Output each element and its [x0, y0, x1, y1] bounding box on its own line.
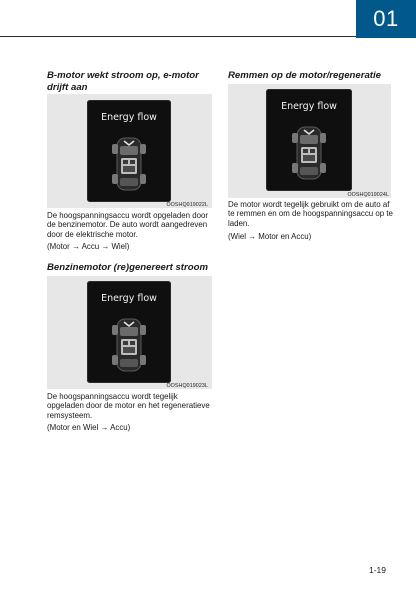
figure-code: OOSHQ019022L — [166, 202, 208, 208]
energy-flow-screen — [266, 89, 352, 191]
section-description: De hoogspanningsaccu wordt tegelijk opgeladen door de motor en het regeneratieve remsysteem. — [47, 392, 210, 420]
page-number: 1-19 — [369, 565, 387, 575]
energy-flow-screen — [87, 281, 171, 383]
section-description: De motor wordt tegelijk gebruikt om de auto af te remmen en om de hoogspanningsaccu op te laden. — [228, 200, 393, 228]
energy-flow-figure-1 — [47, 94, 212, 208]
section-heading-remmen: Remmen op de motor/regeneratie — [228, 70, 382, 81]
energy-flow-sequence: (Motor → Accu → Wiel) — [47, 242, 130, 251]
car-top-view-icon — [107, 315, 151, 375]
energy-flow-sequence: (Wiel → Motor en Accu) — [228, 232, 312, 241]
screen-title: Energy flow — [281, 101, 337, 112]
car-top-view-icon — [287, 123, 331, 183]
figure-code: OOSHQ019023L — [166, 383, 208, 389]
energy-flow-screen — [87, 100, 171, 202]
chapter-tab — [356, 0, 416, 38]
section-heading-b-motor: B-motor wekt stroom op, e-motor drijft aan — [47, 70, 199, 93]
header-rule — [0, 36, 356, 37]
screen-title: Energy flow — [101, 293, 157, 304]
energy-flow-figure-3 — [228, 84, 391, 198]
section-heading-benzinemotor: Benzinemotor (re)genereert stroom — [47, 262, 208, 273]
car-top-view-icon — [107, 134, 151, 194]
section-description: De hoogspanningsaccu wordt opgeladen door de benzinemotor. De auto wordt aangedreven door de elektrische motor. — [47, 211, 208, 239]
chapter-number: 01 — [373, 6, 399, 31]
figure-code: OOSHQ019024L — [347, 192, 389, 198]
energy-flow-sequence: (Motor en Wiel → Accu) — [47, 423, 131, 432]
energy-flow-figure-2 — [47, 276, 212, 389]
screen-title: Energy flow — [101, 112, 157, 123]
